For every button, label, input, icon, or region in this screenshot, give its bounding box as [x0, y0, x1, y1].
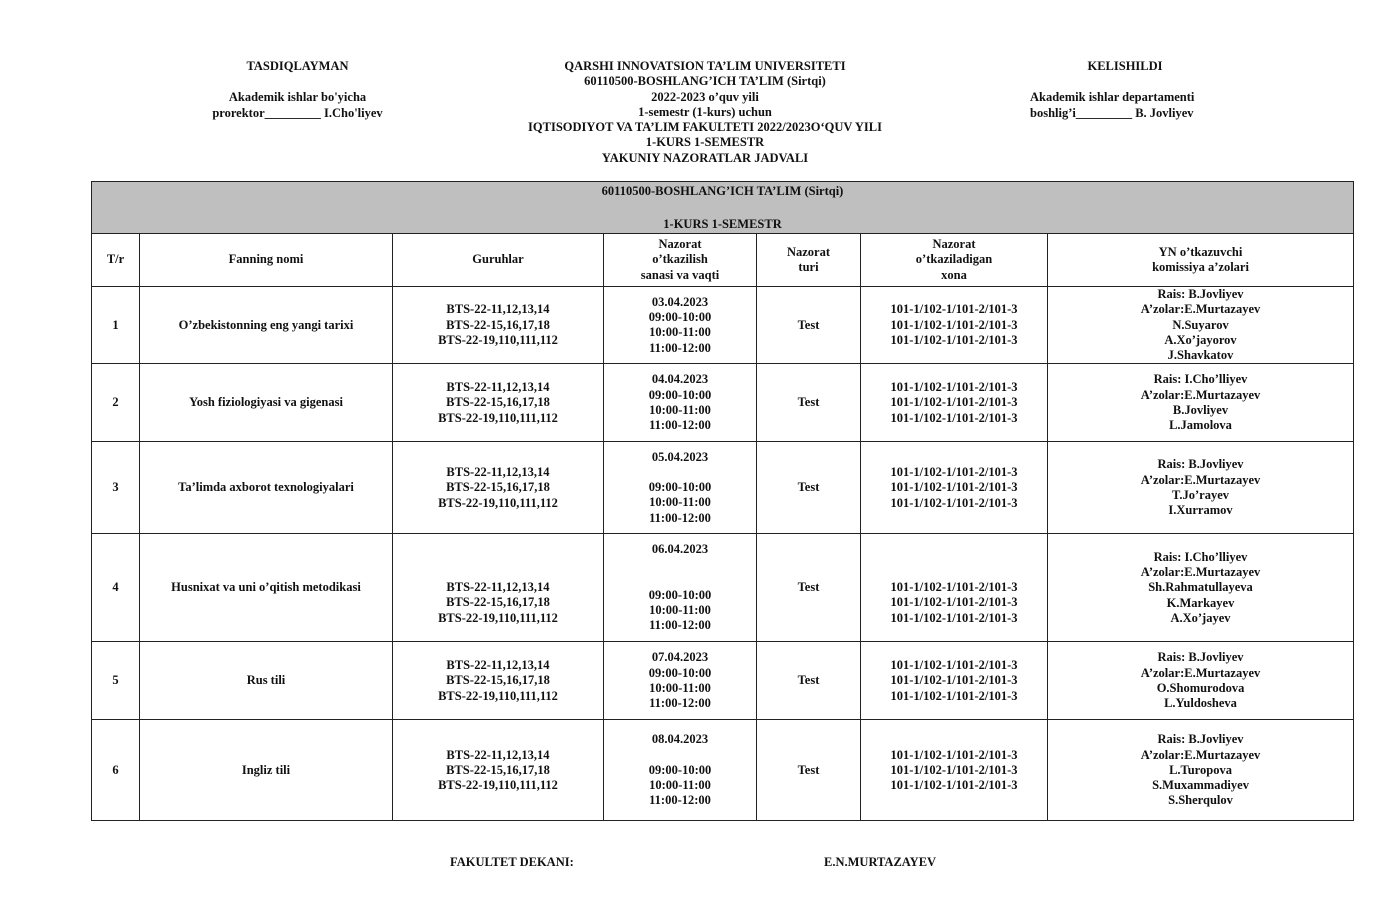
- dean-name: E.N.MURTAZAYEV: [824, 855, 937, 869]
- title-line: 2022-2023 o’quv yili: [651, 89, 759, 104]
- groups-cell: [393, 534, 604, 642]
- commission-cell: [1048, 534, 1354, 642]
- group-item: BTS-22-11,12,13,14: [446, 658, 550, 673]
- commission-member: B.Jovliyev: [1172, 402, 1229, 417]
- rooms-cell: [861, 534, 1048, 642]
- commission-member: O.Shomurodova: [1156, 680, 1245, 695]
- room-item: 101-1/102-1/101-2/101-3: [890, 658, 1018, 673]
- banner-subtitle: 1-KURS 1-SEMESTR: [663, 217, 782, 231]
- groups-list: [393, 748, 603, 794]
- title-line: 1-semestr (1-kurs) uchun: [638, 104, 772, 119]
- commission-member: Rais: B.Jovliyev: [1157, 650, 1244, 665]
- room-item: 101-1/102-1/101-2/101-3: [890, 673, 1018, 688]
- date-time-block: [604, 372, 756, 433]
- room-item: 101-1/102-1/101-2/101-3: [890, 465, 1018, 480]
- room-item: 101-1/102-1/101-2/101-3: [890, 762, 1018, 777]
- group-item: BTS-22-15,16,17,18: [446, 595, 550, 610]
- rooms-list: [861, 302, 1047, 348]
- table-row: [92, 642, 1354, 720]
- column-header-col-groups: [393, 234, 604, 287]
- room-item: 101-1/102-1/101-2/101-3: [890, 495, 1018, 510]
- rooms-cell: [861, 642, 1048, 720]
- column-header-col-subject: [140, 234, 393, 287]
- group-item: BTS-22-15,16,17,18: [446, 762, 550, 777]
- date-time-cell: [604, 287, 757, 364]
- approval-block: [190, 59, 405, 121]
- banner-title: 60110500-BOSHLANG’ICH TA’LIM (Sirtqi): [601, 184, 844, 198]
- exam-type: Test: [797, 395, 820, 410]
- subject-cell: [140, 534, 393, 642]
- commission-member: L.Turopova: [1169, 762, 1232, 777]
- exam-date: 06.04.2023: [651, 542, 709, 557]
- date-time-block: [604, 650, 756, 711]
- commission-member: S.Muxammadiyev: [1152, 778, 1249, 793]
- commission-member: J.Shavkatov: [1167, 348, 1234, 363]
- agreement-signature: boshlig’i_________ B. Jovliyev: [1030, 105, 1194, 120]
- exam-time-slot: 09:00-10:00: [648, 480, 712, 495]
- commission-member: I.Xurramov: [1168, 503, 1233, 518]
- groups-cell: [393, 287, 604, 364]
- exam-time-slot: 11:00-12:00: [649, 510, 711, 525]
- exam-time-slot: 09:00-10:00: [648, 587, 712, 602]
- commission-cell: [1048, 642, 1354, 720]
- table-row: [92, 287, 1354, 364]
- date-time-cell: [604, 442, 757, 534]
- row-number-cell: [92, 287, 140, 364]
- group-item: BTS-22-11,12,13,14: [446, 380, 550, 395]
- subject-cell: [140, 442, 393, 534]
- rooms-list: [861, 748, 1047, 794]
- commission-member: L.Jamolova: [1169, 418, 1232, 433]
- room-item: 101-1/102-1/101-2/101-3: [890, 410, 1018, 425]
- subject-name: Ingliz tili: [241, 762, 291, 777]
- row-number: 1: [112, 317, 119, 332]
- title-line: IQTISODIYOT VA TA’LIM FAKULTETI 2022/2023O‘QUV YILI: [528, 120, 882, 135]
- date-time-cell: [604, 364, 757, 442]
- table-row: [92, 442, 1354, 534]
- exam-schedule-table: [91, 181, 1354, 821]
- group-item: BTS-22-15,16,17,18: [446, 395, 550, 410]
- row-number-cell: [92, 720, 140, 821]
- groups-cell: [393, 364, 604, 442]
- approval-signature: prorektor_________ I.Cho'liyev: [212, 105, 383, 120]
- commission-member: Rais: I.Cho’lliyev: [1153, 372, 1248, 387]
- exam-type: Test: [797, 480, 820, 495]
- subject-name: Husnixat va uni o’qitish metodikasi: [171, 580, 361, 595]
- exam-time-slot: 10:00-11:00: [649, 402, 711, 417]
- table-banner-row: [92, 182, 1354, 234]
- exam-time-slot: 10:00-11:00: [649, 495, 711, 510]
- groups-cell: [393, 642, 604, 720]
- group-item: BTS-22-15,16,17,18: [446, 673, 550, 688]
- group-item: BTS-22-19,110,111,112: [438, 332, 558, 347]
- commission-list: [1048, 457, 1353, 518]
- commission-list: [1048, 550, 1353, 626]
- commission-cell: [1048, 442, 1354, 534]
- commission-member: A’zolar:E.Murtazayev: [1140, 665, 1261, 680]
- dean-label: FAKULTET DEKANI:: [450, 855, 574, 869]
- table-banner: [92, 182, 1354, 234]
- exam-time-slot: 11:00-12:00: [649, 418, 711, 433]
- groups-list: [393, 580, 603, 626]
- title-line: 1-KURS 1-SEMESTR: [645, 135, 765, 150]
- group-item: BTS-22-15,16,17,18: [446, 480, 550, 495]
- group-item: BTS-22-15,16,17,18: [446, 317, 550, 332]
- title-line: QARSHI INNOVATSION TA’LIM UNIVERSITETI: [564, 59, 846, 73]
- exam-type-cell: [757, 534, 861, 642]
- date-time-cell: [604, 720, 757, 821]
- exam-time-slot: 09:00-10:00: [648, 309, 712, 324]
- column-header-col-room: [861, 234, 1048, 287]
- exam-time-slot: 11:00-12:00: [649, 696, 711, 711]
- group-item: BTS-22-19,110,111,112: [438, 688, 558, 703]
- title-line: 60110500-BOSHLANG’ICH TA’LIM (Sirtqi): [584, 74, 826, 89]
- date-time-cell: [604, 642, 757, 720]
- agreement-title: KELISHILDI: [1087, 59, 1163, 73]
- exam-type-cell: [757, 364, 861, 442]
- commission-member: A’zolar:E.Murtazayev: [1140, 387, 1261, 402]
- column-header-text: Nazorat: [658, 237, 702, 252]
- commission-member: A’zolar:E.Murtazayev: [1140, 302, 1261, 317]
- rooms-cell: [861, 720, 1048, 821]
- groups-list: [393, 380, 603, 426]
- subject-cell: [140, 720, 393, 821]
- exam-type-cell: [757, 720, 861, 821]
- subject-name: O’zbekistonning eng yangi tarixi: [178, 317, 354, 332]
- exam-time-slot: 11:00-12:00: [649, 793, 711, 808]
- title-line: YAKUNIY NAZORATLAR JADVALI: [601, 150, 809, 165]
- row-number: 2: [112, 395, 119, 410]
- agreement-position: Akademik ishlar departamenti: [1030, 90, 1195, 105]
- group-item: BTS-22-19,110,111,112: [438, 410, 558, 425]
- room-item: 101-1/102-1/101-2/101-3: [890, 480, 1018, 495]
- group-item: BTS-22-19,110,111,112: [438, 610, 558, 625]
- column-header-col-date-time: [604, 234, 757, 287]
- room-item: 101-1/102-1/101-2/101-3: [890, 380, 1018, 395]
- agreement-block: [1010, 59, 1240, 121]
- room-item: 101-1/102-1/101-2/101-3: [890, 302, 1018, 317]
- group-item: BTS-22-19,110,111,112: [438, 778, 558, 793]
- row-number-cell: [92, 642, 140, 720]
- row-number-cell: [92, 442, 140, 534]
- table-row: [92, 720, 1354, 821]
- room-item: 101-1/102-1/101-2/101-3: [890, 580, 1018, 595]
- room-item: 101-1/102-1/101-2/101-3: [890, 395, 1018, 410]
- rooms-cell: [861, 442, 1048, 534]
- column-header-text: xona: [941, 267, 967, 282]
- groups-list: [393, 658, 603, 704]
- room-item: 101-1/102-1/101-2/101-3: [890, 610, 1018, 625]
- column-header-col-commission: [1048, 234, 1354, 287]
- column-header-text: Nazorat: [786, 244, 831, 259]
- column-header-col-number: [92, 234, 140, 287]
- commission-member: Rais: B.Jovliyev: [1157, 457, 1244, 472]
- exam-date: 05.04.2023: [651, 449, 709, 464]
- column-header-text: T/r: [106, 252, 125, 267]
- rooms-list: [861, 658, 1047, 704]
- date-time-block: [604, 295, 756, 356]
- column-header-text: turi: [798, 260, 819, 274]
- commission-member: L.Yuldosheva: [1164, 696, 1237, 711]
- exam-time-slot: 10:00-11:00: [649, 777, 711, 792]
- commission-cell: [1048, 720, 1354, 821]
- subject-name: Ta’limda axborot texnologiyalari: [178, 480, 354, 495]
- approval-title: TASDIQLAYMAN: [246, 59, 349, 73]
- commission-member: K.Markayev: [1166, 595, 1235, 610]
- column-header-text: Nazorat: [932, 237, 976, 252]
- commission-member: Rais: B.Jovliyev: [1157, 287, 1244, 301]
- subject-name: Rus tili: [246, 673, 286, 688]
- table-header-row: [92, 234, 1354, 287]
- commission-member: A’zolar:E.Murtazayev: [1140, 565, 1261, 580]
- room-item: 101-1/102-1/101-2/101-3: [890, 747, 1018, 762]
- column-header-text: YN o’tkazuvchi: [1158, 244, 1243, 259]
- groups-list: [393, 465, 603, 511]
- row-number-cell: [92, 364, 140, 442]
- exam-time-slot: 10:00-11:00: [649, 602, 711, 617]
- column-header-text: sanasi va vaqti: [640, 267, 720, 282]
- commission-cell: [1048, 364, 1354, 442]
- commission-member: N.Suyarov: [1172, 317, 1229, 332]
- commission-list: [1048, 650, 1353, 711]
- exam-time-slot: 10:00-11:00: [649, 325, 711, 340]
- exam-type-cell: [757, 442, 861, 534]
- exam-type: Test: [797, 317, 820, 332]
- commission-member: Sh.Rahmatullayeva: [1148, 580, 1253, 595]
- column-header-text: Guruhlar: [472, 252, 524, 267]
- date-time-block: [604, 542, 756, 633]
- commission-member: T.Jo’rayev: [1171, 487, 1230, 502]
- row-number: 3: [112, 480, 119, 495]
- rooms-cell: [861, 287, 1048, 364]
- commission-member: Rais: I.Cho’lliyev: [1153, 549, 1248, 564]
- exam-time-slot: 11:00-12:00: [649, 618, 711, 633]
- exam-date: 07.04.2023: [651, 650, 709, 665]
- exam-date: 04.04.2023: [651, 372, 709, 387]
- exam-type: Test: [797, 762, 820, 777]
- exam-time-slot: 10:00-11:00: [649, 680, 711, 695]
- commission-cell: [1048, 287, 1354, 364]
- group-item: BTS-22-11,12,13,14: [446, 580, 550, 595]
- exam-type: Test: [797, 673, 820, 688]
- exam-date: 03.04.2023: [651, 294, 709, 309]
- subject-cell: [140, 364, 393, 442]
- row-number: 6: [112, 762, 119, 777]
- room-item: 101-1/102-1/101-2/101-3: [890, 778, 1018, 793]
- group-item: BTS-22-11,12,13,14: [446, 465, 550, 480]
- exam-type-cell: [757, 642, 861, 720]
- row-number: 4: [112, 580, 119, 595]
- exam-time-slot: 09:00-10:00: [648, 665, 712, 680]
- groups-cell: [393, 442, 604, 534]
- room-item: 101-1/102-1/101-2/101-3: [890, 688, 1018, 703]
- date-time-block: [604, 732, 756, 808]
- exam-time-slot: 09:00-10:00: [648, 387, 712, 402]
- subject-cell: [140, 287, 393, 364]
- column-header-text: Fanning nomi: [228, 252, 304, 267]
- group-item: BTS-22-19,110,111,112: [438, 495, 558, 510]
- groups-list: [393, 302, 603, 348]
- commission-list: [1048, 287, 1353, 363]
- exam-type: Test: [797, 580, 820, 595]
- commission-list: [1048, 372, 1353, 433]
- room-item: 101-1/102-1/101-2/101-3: [890, 332, 1018, 347]
- commission-member: A’zolar:E.Murtazayev: [1140, 472, 1261, 487]
- group-item: BTS-22-11,12,13,14: [446, 302, 550, 317]
- row-number: 5: [112, 673, 119, 688]
- date-time-cell: [604, 534, 757, 642]
- document-title-block: [470, 59, 940, 166]
- group-item: BTS-22-11,12,13,14: [446, 747, 550, 762]
- column-header-col-type: [757, 234, 861, 287]
- room-item: 101-1/102-1/101-2/101-3: [890, 595, 1018, 610]
- rooms-cell: [861, 364, 1048, 442]
- exam-time-slot: 09:00-10:00: [648, 762, 712, 777]
- table-row: [92, 534, 1354, 642]
- subject-name: Yosh fiziologiyasi va gigenasi: [189, 395, 343, 410]
- commission-member: A.Xo’jayorov: [1164, 332, 1237, 347]
- date-time-block: [604, 450, 756, 526]
- column-header-text: komissiya a’zolari: [1152, 260, 1249, 274]
- rooms-list: [861, 580, 1047, 626]
- subject-cell: [140, 642, 393, 720]
- groups-cell: [393, 720, 604, 821]
- commission-list: [1048, 732, 1353, 808]
- commission-member: A’zolar:E.Murtazayev: [1140, 747, 1261, 762]
- row-number-cell: [92, 534, 140, 642]
- approval-position: Akademik ishlar bo'yicha: [228, 90, 367, 105]
- rooms-list: [861, 380, 1047, 426]
- commission-member: A.Xo’jayev: [1170, 610, 1231, 625]
- column-header-text: o’tkaziladigan: [915, 252, 993, 267]
- room-item: 101-1/102-1/101-2/101-3: [890, 317, 1018, 332]
- table-row: [92, 364, 1354, 442]
- rooms-list: [861, 465, 1047, 511]
- exam-date: 08.04.2023: [651, 732, 709, 747]
- commission-member: Rais: B.Jovliyev: [1157, 732, 1244, 747]
- exam-type-cell: [757, 287, 861, 364]
- commission-member: S.Sherqulov: [1168, 793, 1233, 808]
- column-header-text: o’tkazilish: [652, 252, 708, 267]
- exam-time-slot: 11:00-12:00: [649, 340, 711, 355]
